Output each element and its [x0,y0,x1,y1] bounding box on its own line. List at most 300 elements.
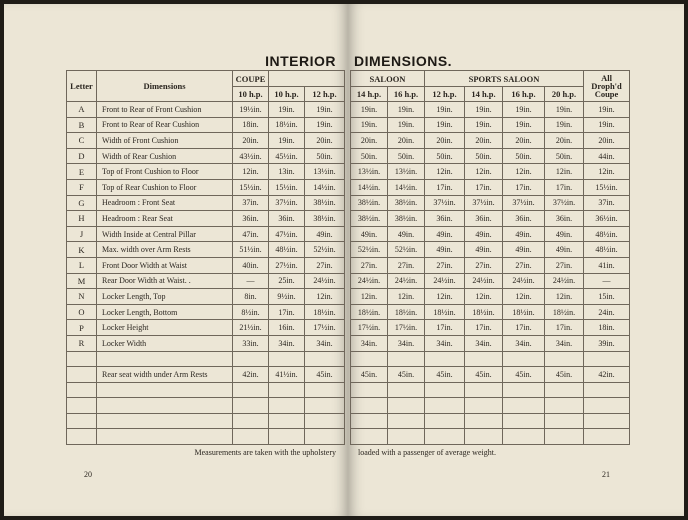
cell-empty [545,351,584,367]
cell-empty [67,429,97,445]
cell-value: 40in. [233,257,269,273]
cell-value: 18½in. [388,304,425,320]
cell-empty [351,413,388,429]
cell-value: 36in. [425,211,465,227]
cell-value: 19in. [503,117,545,133]
cell-value: 42in. [233,367,269,383]
table-row [351,179,630,195]
cell-value: 49in. [465,242,503,258]
cell-value: 12in. [465,164,503,180]
cell-value: 34in. [503,335,545,351]
table-row [67,117,345,133]
header-drophead-coupe: All Droph'd Coupe [584,71,630,102]
cell-value: 27in. [351,257,388,273]
cell-dimension: Rear seat width under Arm Rests [97,367,233,383]
cell-value: 37in. [233,195,269,211]
cell-value: 17in. [269,304,305,320]
table-row [351,164,630,180]
cell-value: 21½in. [233,320,269,336]
cell-value: 13½in. [388,164,425,180]
book-spread [4,4,684,516]
cell-value: 27½in. [269,257,305,273]
table-row [351,148,630,164]
cell-value: 49in. [465,226,503,242]
cell-value: 12in. [503,289,545,305]
cell-empty [67,382,97,398]
cell-value: 45in. [465,367,503,383]
cell-empty [465,429,503,445]
cell-value: 19in. [425,117,465,133]
table-row [67,335,345,351]
cell-dimension: Top of Rear Cushion to Floor [97,179,233,195]
cell-value: 34in. [269,335,305,351]
cell-value: 12in. [388,289,425,305]
table-row [67,164,345,180]
cell-value: 48½in. [584,242,630,258]
header-hp: 20 h.p. [545,87,584,102]
table-row [351,117,630,133]
cell-value: 50in. [351,148,388,164]
cell-value: 41½in. [269,367,305,383]
cell-letter: E [67,164,97,180]
table-row [351,195,630,211]
cell-value: 18½in. [465,304,503,320]
cell-empty [388,382,425,398]
cell-letter [67,367,97,383]
cell-value: 19in. [351,117,388,133]
table-row [67,148,345,164]
cell-value: 34in. [545,335,584,351]
cell-value: 8in. [233,289,269,305]
cell-value: 45in. [305,367,345,383]
cell-empty [351,429,388,445]
cell-value: 13½in. [305,164,345,180]
cell-value: 45½in. [269,148,305,164]
cell-value: 38½in. [305,195,345,211]
cell-value: 27in. [305,257,345,273]
cell-value: 52½in. [351,242,388,258]
cell-empty [465,413,503,429]
cell-value: 17in. [465,179,503,195]
cell-value: 34in. [305,335,345,351]
header-letter: Letter [67,71,97,102]
cell-dimension: Locker Length, Top [97,289,233,305]
table-row [351,273,630,289]
cell-value: — [233,273,269,289]
cell-letter: L [67,257,97,273]
cell-value: 24½in. [545,273,584,289]
table-row [67,257,345,273]
cell-value: 45in. [388,367,425,383]
cell-value: 36in. [465,211,503,227]
cell-empty [465,351,503,367]
cell-empty [465,398,503,414]
cell-empty [67,398,97,414]
cell-empty [269,429,305,445]
cell-value: 36in. [269,211,305,227]
cell-dimension: Top of Front Cushion to Floor [97,164,233,180]
cell-letter: C [67,133,97,149]
cell-value: 20in. [503,133,545,149]
cell-empty [425,398,465,414]
cell-empty [351,382,388,398]
table-row [351,211,630,227]
cell-value: 20in. [305,133,345,149]
cell-value: 15½in. [584,179,630,195]
table-row [67,320,345,336]
cell-value: 45in. [503,367,545,383]
left-page [4,4,348,516]
cell-value: 52½in. [388,242,425,258]
cell-value: 20in. [584,133,630,149]
cell-value: 19in. [269,102,305,118]
table-row [67,242,345,258]
cell-dimension: Width of Front Cushion [97,133,233,149]
cell-letter: G [67,195,97,211]
cell-dimension: Max. width over Arm Rests [97,242,233,258]
cell-value: 13½in. [351,164,388,180]
page-number-right: 21 [602,470,610,479]
cell-empty [388,429,425,445]
table-row [67,304,345,320]
table-row [67,273,345,289]
cell-empty [425,351,465,367]
cell-letter: N [67,289,97,305]
cell-value: 18½in. [503,304,545,320]
cell-value: 49in. [545,242,584,258]
cell-value: 37in. [584,195,630,211]
cell-value: 49in. [425,242,465,258]
cell-value: 47in. [233,226,269,242]
cell-value: 34in. [351,335,388,351]
cell-value: 15½in. [233,179,269,195]
cell-empty [233,351,269,367]
cell-value: 27in. [388,257,425,273]
cell-empty [269,398,305,414]
cell-value: 19in. [503,102,545,118]
table-row [67,211,345,227]
cell-value: 24½in. [305,273,345,289]
cell-value: 51½in. [233,242,269,258]
cell-dimension: Front to Rear of Front Cushion [97,102,233,118]
cell-empty [425,413,465,429]
cell-empty [584,382,630,398]
cell-value: 12in. [545,289,584,305]
cell-value: 18½in. [545,304,584,320]
cell-value: 19½in. [233,102,269,118]
cell-value: 14½in. [305,179,345,195]
cell-value: 38½in. [388,211,425,227]
cell-dimension: Width of Rear Cushion [97,148,233,164]
cell-value: 12in. [425,289,465,305]
cell-value: 13in. [269,164,305,180]
table-row [67,102,345,118]
cell-value: 47½in. [269,226,305,242]
cell-value: 12in. [351,289,388,305]
dimensions-table-right [350,70,630,445]
cell-value: 45in. [351,367,388,383]
cell-value: 12in. [305,289,345,305]
cell-value: 19in. [545,117,584,133]
cell-value: 19in. [305,117,345,133]
cell-empty [233,382,269,398]
cell-value: 18in. [233,117,269,133]
header-saloon: SALOON [351,71,425,87]
cell-value: 17in. [545,320,584,336]
cell-empty [97,382,233,398]
cell-value: 17in. [503,320,545,336]
cell-empty [233,398,269,414]
cell-value: 19in. [351,102,388,118]
page-title-right: DIMENSIONS. [354,53,453,69]
cell-value: 24½in. [465,273,503,289]
header-hp: 16 h.p. [503,87,545,102]
table-row [351,304,630,320]
cell-empty [97,398,233,414]
cell-value: 37½in. [545,195,584,211]
cell-value: 44in. [584,148,630,164]
cell-letter: O [67,304,97,320]
header-hp: 16 h.p. [388,87,425,102]
cell-value: 15in. [584,289,630,305]
table-row [67,195,345,211]
cell-value: 27in. [503,257,545,273]
cell-value: 17in. [503,179,545,195]
cell-value: 49in. [503,242,545,258]
cell-value: 12in. [425,164,465,180]
table-row [351,102,630,118]
cell-value: 24½in. [351,273,388,289]
cell-value: 38½in. [351,211,388,227]
cell-value: 24½in. [503,273,545,289]
cell-value: 20in. [425,133,465,149]
cell-empty [233,413,269,429]
cell-empty [233,429,269,445]
cell-value: 14½in. [351,179,388,195]
cell-value: 36in. [233,211,269,227]
cell-empty [269,351,305,367]
cell-value: 49in. [503,226,545,242]
cell-empty [269,382,305,398]
cell-empty [465,382,503,398]
cell-value: 17in. [425,179,465,195]
cell-letter: D [67,148,97,164]
header-blank [269,71,345,87]
cell-letter: B [67,117,97,133]
cell-value: 49in. [305,226,345,242]
cell-empty [305,382,345,398]
table-row [351,320,630,336]
table-row [67,179,345,195]
cell-value: 19in. [584,117,630,133]
cell-value: 8½in. [233,304,269,320]
cell-letter: H [67,211,97,227]
page-number-left: 20 [84,470,92,479]
cell-value: 12in. [465,289,503,305]
cell-value: 17½in. [351,320,388,336]
cell-dimension: Rear Door Width at Waist. . [97,273,233,289]
cell-value: 19in. [388,117,425,133]
cell-value: 12in. [545,164,584,180]
header-hp: 14 h.p. [465,87,503,102]
cell-value: 37½in. [425,195,465,211]
cell-value: 37½in. [503,195,545,211]
cell-empty [388,413,425,429]
cell-dimension: Front to Rear of Rear Cushion [97,117,233,133]
cell-empty [305,429,345,445]
cell-value: 33in. [233,335,269,351]
cell-dimension: Locker Height [97,320,233,336]
header-coupe: COUPE [233,71,269,87]
cell-value: 41in. [584,257,630,273]
cell-letter: P [67,320,97,336]
cell-value: 27in. [425,257,465,273]
cell-value: 37½in. [269,195,305,211]
cell-empty [545,382,584,398]
cell-value: 17in. [425,320,465,336]
cell-value: 17in. [545,179,584,195]
cell-value: 38½in. [388,195,425,211]
cell-value: 34in. [425,335,465,351]
cell-value: 18½in. [425,304,465,320]
table-row [351,226,630,242]
cell-empty [503,429,545,445]
cell-value: 27in. [545,257,584,273]
cell-empty [545,398,584,414]
cell-value: 19in. [584,102,630,118]
cell-letter: M [67,273,97,289]
cell-empty [269,413,305,429]
cell-dimension: Width Inside at Central Pillar [97,226,233,242]
cell-empty [503,413,545,429]
cell-value: 52½in. [305,242,345,258]
cell-value: 12in. [584,164,630,180]
cell-empty [584,351,630,367]
cell-empty [584,429,630,445]
cell-value: 36in. [503,211,545,227]
right-page [348,4,684,516]
header-dimensions: Dimensions [97,71,233,102]
cell-empty [97,413,233,429]
cell-value: 17½in. [388,320,425,336]
cell-value: 20in. [351,133,388,149]
cell-value: 17in. [465,320,503,336]
cell-value: 25in. [269,273,305,289]
cell-empty [545,429,584,445]
cell-empty [388,351,425,367]
cell-empty [545,413,584,429]
cell-empty [305,413,345,429]
cell-value: — [584,273,630,289]
cell-value: 18½in. [351,304,388,320]
cell-value: 39in. [584,335,630,351]
cell-value: 24in. [584,304,630,320]
cell-letter: A [67,102,97,118]
cell-value: 50in. [465,148,503,164]
cell-value: 38½in. [351,195,388,211]
cell-value: 36½in. [584,211,630,227]
cell-empty [503,382,545,398]
cell-value: 20in. [388,133,425,149]
table-row [67,226,345,242]
cell-empty [503,398,545,414]
cell-empty [351,351,388,367]
footnote-right: loaded with a passenger of average weight. [358,448,496,457]
cell-value: 48½in. [269,242,305,258]
cell-empty [388,398,425,414]
cell-value: 19in. [545,102,584,118]
cell-value: 24½in. [425,273,465,289]
cell-value: 34in. [465,335,503,351]
cell-value: 49in. [425,226,465,242]
header-hp: 14 h.p. [351,87,388,102]
cell-value: 12in. [503,164,545,180]
header-hp: 10 h.p. [233,87,269,102]
header-hp: 10 h.p. [269,87,305,102]
cell-value: 27in. [465,257,503,273]
cell-value: 18½in. [269,117,305,133]
cell-value: 9½in. [269,289,305,305]
page-title-left: INTERIOR [265,53,336,69]
cell-letter: R [67,335,97,351]
cell-letter: K [67,242,97,258]
cell-value: 19in. [465,117,503,133]
cell-value: 37½in. [465,195,503,211]
cell-value: 20in. [465,133,503,149]
cell-empty [305,398,345,414]
table-row [351,367,630,383]
cell-value: 17½in. [305,320,345,336]
table-row [67,367,345,383]
cell-value: 49in. [388,226,425,242]
cell-letter: J [67,226,97,242]
footnote-left: Measurements are taken with the upholstery [194,448,336,457]
cell-value: 45in. [545,367,584,383]
table-row [351,289,630,305]
cell-empty [584,398,630,414]
cell-value: 42in. [584,367,630,383]
cell-value: 19in. [305,102,345,118]
cell-value: 50in. [425,148,465,164]
cell-value: 45in. [425,367,465,383]
cell-value: 19in. [465,102,503,118]
cell-value: 19in. [425,102,465,118]
cell-dimension: Front Door Width at Waist [97,257,233,273]
cell-empty [305,351,345,367]
cell-value: 14½in. [388,179,425,195]
cell-dimension: Headroom : Rear Seat [97,211,233,227]
cell-letter: F [67,179,97,195]
cell-value: 50in. [305,148,345,164]
cell-value: 18½in. [305,304,345,320]
table-row [351,242,630,258]
cell-dimension: Locker Length, Bottom [97,304,233,320]
table-row [351,257,630,273]
cell-value: 19in. [388,102,425,118]
cell-value: 36in. [545,211,584,227]
table-row [67,133,345,149]
cell-empty [67,413,97,429]
cell-dimension: Headroom : Front Seat [97,195,233,211]
cell-value: 49in. [545,226,584,242]
cell-empty [584,413,630,429]
cell-value: 34in. [388,335,425,351]
cell-value: 20in. [233,133,269,149]
cell-dimension: Locker Width [97,335,233,351]
cell-value: 43½in. [233,148,269,164]
cell-value: 15½in. [269,179,305,195]
cell-value: 50in. [503,148,545,164]
